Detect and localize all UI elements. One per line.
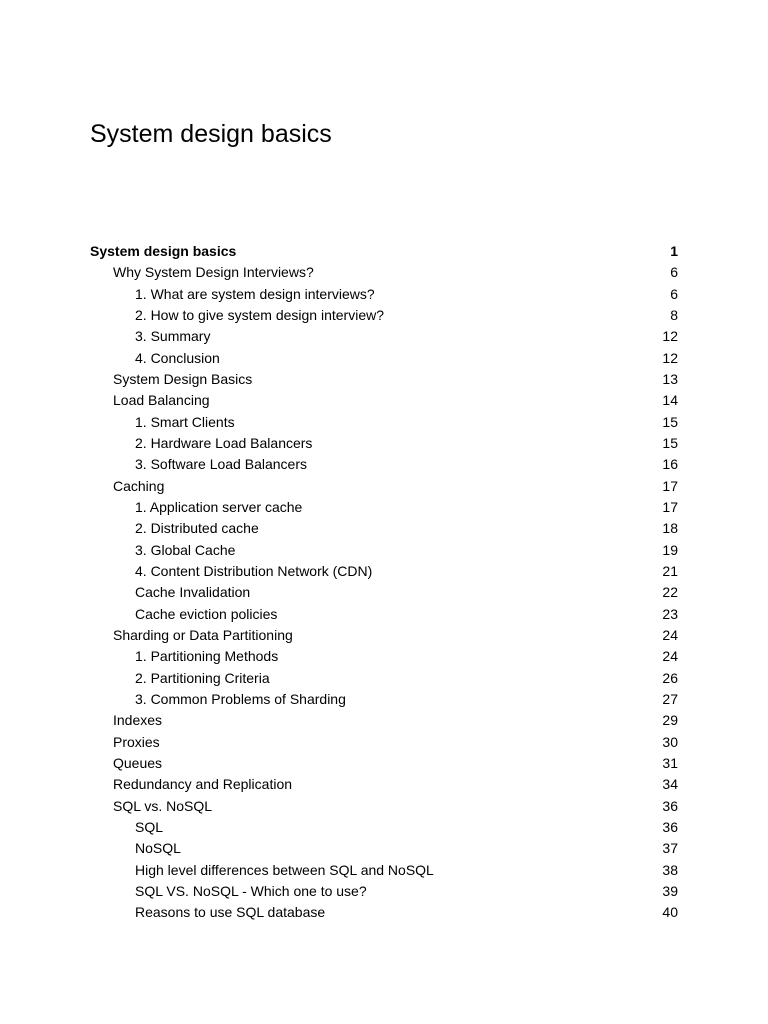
toc-entry-page-number: 21 (662, 562, 678, 579)
toc-entry[interactable] (90, 390, 678, 411)
toc-entry-label: Sharding or Data Partitioning (113, 626, 293, 643)
toc-entry-label: 1. What are system design interviews? (135, 285, 375, 302)
toc-entry-label: 1. Application server cache (135, 498, 303, 515)
table-of-contents (90, 241, 678, 924)
toc-entry-label: Proxies (113, 733, 160, 750)
toc-entry[interactable] (90, 241, 678, 262)
toc-entry-page-number: 14 (662, 392, 678, 409)
toc-entry-page-number: 24 (662, 648, 678, 665)
toc-entry-label: Cache eviction policies (135, 605, 278, 622)
toc-entry[interactable] (90, 881, 678, 902)
toc-entry-label: 4. Content Distribution Network (CDN) (135, 562, 373, 579)
toc-entry-label: SQL vs. NoSQL (113, 797, 213, 814)
toc-entry-page-number: 29 (662, 712, 678, 729)
toc-entry-label: Reasons to use SQL database (135, 904, 326, 921)
toc-entry-label: Queues (113, 754, 163, 771)
toc-entry-page-number: 26 (662, 669, 678, 686)
toc-entry[interactable] (90, 369, 678, 390)
toc-entry-label: Redundancy and Replication (113, 776, 293, 793)
toc-entry[interactable] (90, 326, 678, 347)
toc-entry-page-number: 22 (662, 584, 678, 601)
toc-entry-page-number: 37 (662, 840, 678, 857)
toc-entry-page-number: 12 (662, 328, 678, 345)
toc-entry[interactable] (90, 433, 678, 454)
toc-entry-label: Indexes (113, 712, 163, 729)
toc-entry-page-number: 1 (670, 243, 678, 259)
toc-entry[interactable] (90, 497, 678, 518)
toc-entry[interactable] (90, 902, 678, 923)
toc-entry-label: Why System Design Interviews? (113, 264, 314, 281)
toc-entry-label: 3. Summary (135, 328, 211, 345)
toc-entry-label: Load Balancing (113, 392, 210, 409)
toc-entry[interactable] (90, 476, 678, 497)
toc-entry-page-number: 40 (662, 904, 678, 921)
toc-entry[interactable] (90, 582, 678, 603)
toc-entry[interactable] (90, 604, 678, 625)
toc-entry[interactable] (90, 774, 678, 795)
toc-entry-label: High level differences between SQL and NoSQL (135, 861, 434, 878)
toc-entry-label: SQL (135, 818, 164, 835)
toc-entry-page-number: 12 (662, 349, 678, 366)
toc-entry-page-number: 15 (662, 413, 678, 430)
toc-entry[interactable] (90, 753, 678, 774)
toc-entry[interactable] (90, 838, 678, 859)
toc-entry-page-number: 38 (662, 861, 678, 878)
toc-entry-page-number: 27 (662, 690, 678, 707)
toc-entry-label: Caching (113, 477, 165, 494)
toc-entry-label: NoSQL (135, 840, 181, 857)
toc-entry-page-number: 17 (662, 498, 678, 515)
toc-entry-label: 2. How to give system design interview? (135, 306, 384, 323)
toc-entry-label: 4. Conclusion (135, 349, 220, 366)
toc-entry-page-number: 15 (662, 434, 678, 451)
toc-entry[interactable] (90, 710, 678, 731)
toc-entry[interactable] (90, 454, 678, 475)
toc-entry-label: 3. Global Cache (135, 541, 236, 558)
toc-entry-label: 1. Smart Clients (135, 413, 235, 430)
toc-entry-label: SQL VS. NoSQL - Which one to use? (135, 882, 367, 899)
toc-entry-page-number: 23 (662, 605, 678, 622)
toc-entry-page-number: 34 (662, 776, 678, 793)
toc-entry-page-number: 39 (662, 882, 678, 899)
toc-entry-page-number: 36 (662, 818, 678, 835)
toc-entry-page-number: 24 (662, 626, 678, 643)
toc-entry-label: 2. Hardware Load Balancers (135, 434, 313, 451)
toc-entry[interactable] (90, 668, 678, 689)
toc-entry[interactable] (90, 540, 678, 561)
toc-entry-label: System Design Basics (113, 370, 253, 387)
toc-entry-page-number: 31 (662, 754, 678, 771)
toc-entry[interactable] (90, 732, 678, 753)
toc-entry-page-number: 36 (662, 797, 678, 814)
document-title: System design basics (90, 120, 332, 148)
toc-entry-page-number: 13 (662, 370, 678, 387)
toc-entry-page-number: 16 (662, 456, 678, 473)
toc-entry[interactable] (90, 860, 678, 881)
toc-entry-label: 3. Common Problems of Sharding (135, 690, 346, 707)
toc-entry[interactable] (90, 817, 678, 838)
toc-entry-page-number: 6 (670, 285, 678, 302)
toc-entry[interactable] (90, 284, 678, 305)
toc-entry-label: Cache Invalidation (135, 584, 251, 601)
toc-entry-page-number: 8 (670, 306, 678, 323)
toc-entry[interactable] (90, 262, 678, 283)
toc-entry-label: 3. Software Load Balancers (135, 456, 307, 473)
toc-entry-page-number: 18 (662, 520, 678, 537)
toc-entry-label: 2. Partitioning Criteria (135, 669, 270, 686)
toc-entry-label: 2. Distributed cache (135, 520, 259, 537)
toc-entry[interactable] (90, 348, 678, 369)
toc-entry-page-number: 17 (662, 477, 678, 494)
toc-entry[interactable] (90, 518, 678, 539)
toc-entry-page-number: 19 (662, 541, 678, 558)
toc-entry-label: 1. Partitioning Methods (135, 648, 279, 665)
toc-entry[interactable] (90, 305, 678, 326)
toc-entry[interactable] (90, 412, 678, 433)
toc-entry[interactable] (90, 646, 678, 667)
toc-entry[interactable] (90, 689, 678, 710)
toc-entry-page-number: 6 (670, 264, 678, 281)
toc-entry[interactable] (90, 796, 678, 817)
toc-entry[interactable] (90, 625, 678, 646)
toc-entry-label: System design basics (90, 243, 237, 259)
toc-entry[interactable] (90, 561, 678, 582)
toc-entry-page-number: 30 (662, 733, 678, 750)
